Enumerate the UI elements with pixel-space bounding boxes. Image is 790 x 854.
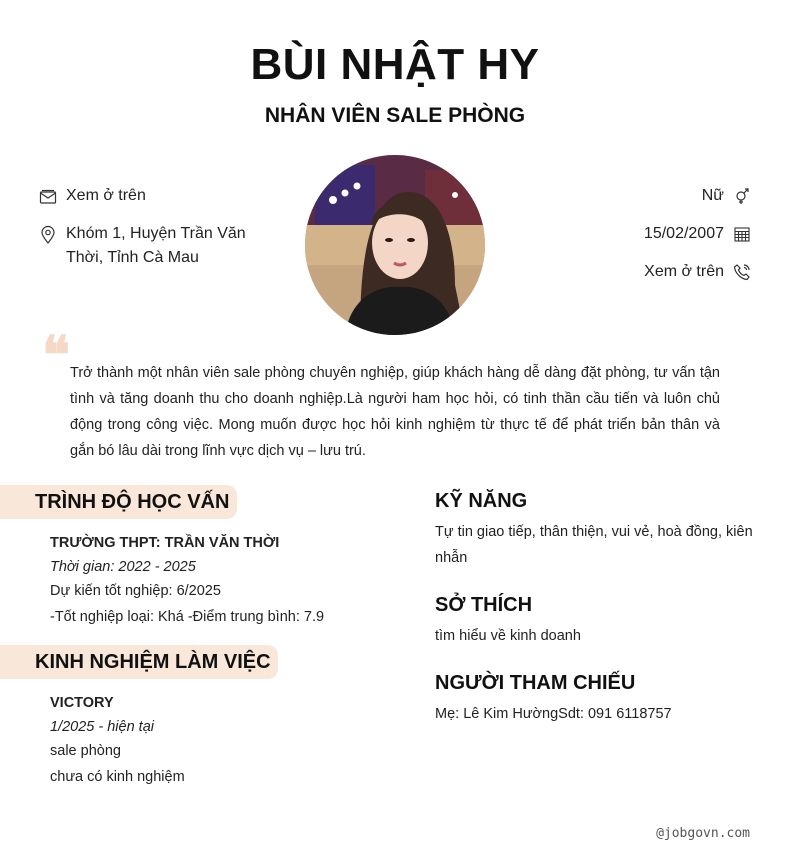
watermark: @jobgovn.com (656, 826, 750, 841)
contact-address-row (38, 222, 286, 270)
contact-email: Xem ở trên (66, 187, 146, 204)
experience-description: chưa có kinh nghiệm (50, 769, 185, 785)
gender-icon (732, 186, 752, 206)
contact-phone: Xem ở trên (644, 263, 724, 280)
education-grade: -Tốt nghiệp loại: Khá -Điểm trung bình: 7.9 (50, 609, 325, 625)
contact-gender: Nữ (701, 187, 724, 204)
skills-section (435, 490, 755, 571)
hobbies-text: tìm hiểu về kinh doanh (435, 628, 581, 644)
education-period: Thời gian: 2022 - 2025 (50, 559, 196, 575)
experience-details (50, 690, 185, 790)
education-details (50, 530, 324, 630)
contact-phone-row (644, 260, 752, 284)
education-graduation: Dự kiến tốt nghiệp: 6/2025 (50, 583, 221, 599)
experience-company: VICTORY (50, 695, 114, 711)
contact-gender-row (644, 184, 752, 208)
mail-icon (38, 187, 58, 207)
reference-heading: NGƯỜI THAM CHIẾU (435, 672, 636, 694)
reference-section (435, 672, 755, 727)
calendar-icon (732, 224, 752, 244)
education-tab (0, 485, 237, 519)
education-school: TRƯỜNG THPT: TRẦN VĂN THỜI (50, 535, 280, 551)
skills-text: Tự tin giao tiếp, thân thiện, vui vẻ, hoà đồng, kiên nhẫn (435, 524, 753, 566)
contact-right (644, 184, 752, 298)
contact-email-row (38, 184, 286, 208)
job-title: NHÂN VIÊN SALE PHÒNG (264, 104, 526, 127)
education-heading: TRÌNH ĐỘ HỌC VẤN (35, 490, 230, 513)
contact-birthday: 15/02/2007 (643, 225, 724, 242)
experience-period: 1/2025 - hiện tại (50, 719, 154, 735)
experience-heading: KINH NGHIỆM LÀM VIỆC (35, 650, 271, 673)
career-objective: Trở thành một nhân viên sale phòng chuyên nghiệp, giúp khách hàng dễ dàng đặt phòng, tư vấn tận tình và tăng doanh thu cho doanh nghiệp.Là người ham học hỏi, có tinh thần cầu tiến và luôn chủ động trong công việc. Mong muốn được học hỏi kinh nghiệm từ thực tế để phát triển bản thân và gắn bó lâu dài trong lĩnh vực dịch vụ – lưu trú. (70, 365, 720, 459)
location-pin-icon (38, 225, 58, 245)
skills-heading: KỸ NĂNG (435, 490, 528, 512)
hobbies-section (435, 594, 755, 649)
profile-photo (305, 155, 485, 335)
reference-text: Mẹ: Lê Kim HườngSdt: 091 6118757 (435, 706, 672, 722)
hobbies-heading: SỞ THÍCH (435, 594, 533, 616)
quote-mark: ❝ (42, 325, 70, 386)
candidate-name: BÙI NHẬT HY (250, 40, 540, 89)
experience-position: sale phòng (50, 743, 121, 759)
contact-left (38, 184, 286, 284)
experience-tab (0, 645, 278, 679)
portrait-image (305, 155, 485, 335)
phone-icon (732, 262, 752, 282)
contact-birthday-row (644, 222, 752, 246)
contact-address: Khóm 1, Huyện Trần Văn Thời, Tỉnh Cà Mau (66, 225, 246, 266)
